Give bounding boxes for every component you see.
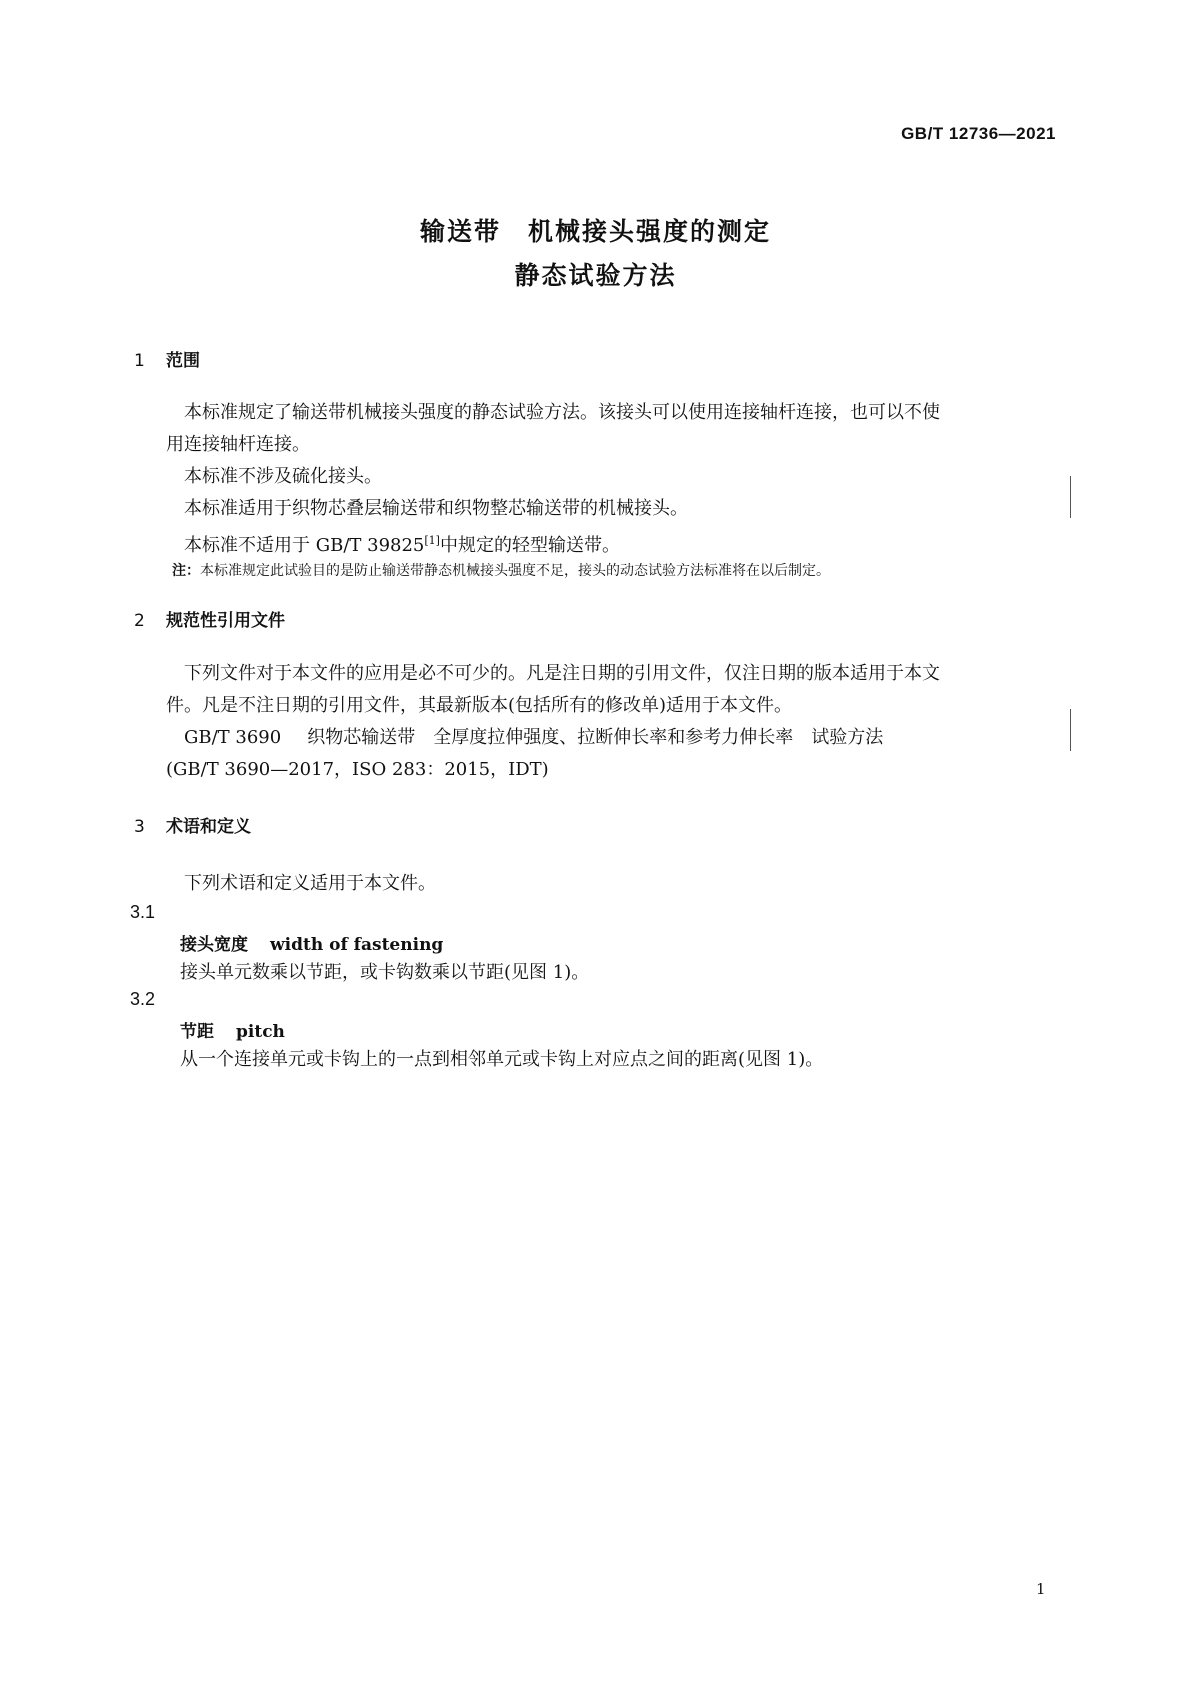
section-title: 术语和定义 [166,817,251,837]
section-3-heading [134,812,251,837]
section-number: 2 [134,611,145,631]
section-number: 3 [134,817,145,837]
paragraph-continuation: 件。凡是不注日期的引用文件，其最新版本(包括所有的修改单)适用于本文件。 [166,695,793,716]
section-title: 规范性引用文件 [166,611,285,631]
term-en: pitch [236,1022,285,1042]
term-zh: 接头宽度 [180,935,248,955]
paragraph: 下列术语和定义适用于本文件。 [184,873,436,894]
term-number: 3.1 [130,902,156,922]
term-definition: 接头单元数乘以节距，或卡钩数乘以节距(见图 1)。 [180,962,590,983]
term-name [180,1017,285,1042]
standard-code: GB/T 12736—2021 [901,124,1056,143]
note-label: 注： [172,563,200,579]
document-title-line1: 输送带 机械接头强度的测定 [419,217,771,246]
section-title: 范围 [166,351,200,371]
paragraph-continuation: 用连接轴杆连接。 [166,434,310,455]
page-number: 1 [1036,1580,1046,1598]
reference-details: (GB/T 3690—2017，ISO 283：2015，IDT) [166,759,549,780]
document-title-line2: 静态试验方法 [514,261,677,290]
change-bar [1070,476,1071,518]
section-1-heading [134,346,200,371]
term-zh: 节距 [180,1022,214,1042]
term-number: 3.2 [130,989,156,1009]
paragraph: 本标准适用于织物芯叠层输送带和织物整芯输送带的机械接头。 [184,498,688,519]
paragraph: 本标准规定了输送带机械接头强度的静态试验方法。该接头可以使用连接轴杆连接，也可以不使 [184,402,940,423]
note [172,561,830,581]
section-2-heading [134,606,285,631]
term-en: width of fastening [270,935,444,955]
reference-code: GB/T 3690 [184,727,282,748]
change-bar [1070,709,1071,751]
normative-reference [184,722,1084,754]
paragraph: 下列文件对于本文件的应用是必不可少的。凡是注日期的引用文件，仅注日期的版本适用于本文 [184,663,940,684]
paragraph: 本标准不涉及硫化接头。 [184,466,382,487]
note-text: 本标准规定此试验目的是防止输送带静态机械接头强度不足，接头的动态试验方法标准将在以后制定。 [200,563,830,579]
paragraph-text: 本标准不适用于 GB/T 39825 [184,535,425,556]
term-name [180,930,443,955]
section-number: 1 [134,351,145,371]
paragraph-text: 中规定的轻型输送带。 [439,535,620,556]
reference-title: 织物芯输送带 全厚度拉伸强度、拉断伸长率和参考力伸长率 试验方法 [307,727,884,748]
reference-marker: [1] [424,534,440,547]
term-definition: 从一个连接单元或卡钩上的一点到相邻单元或卡钩上对应点之间的距离(见图 1)。 [180,1049,824,1070]
paragraph [184,525,1084,562]
